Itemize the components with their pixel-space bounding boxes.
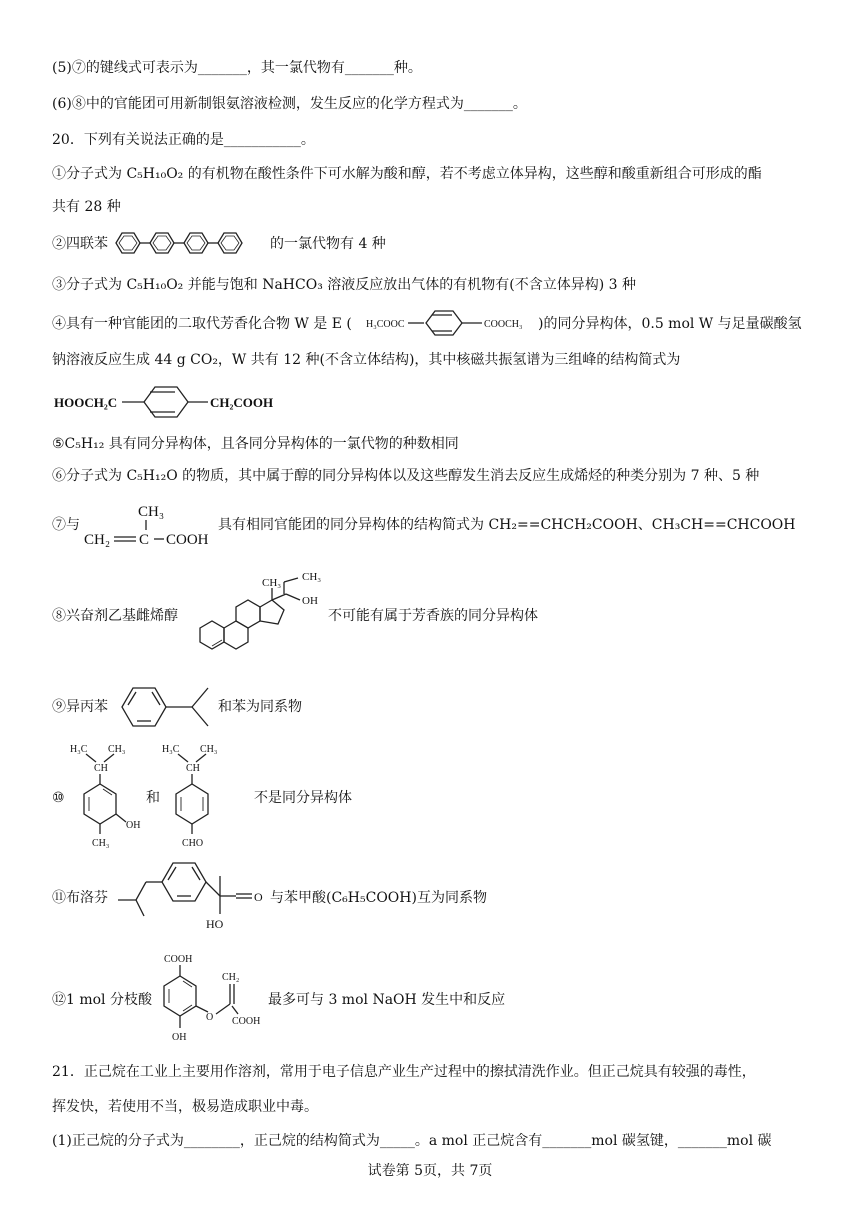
item-2-text: 的一氯代物有 4 种 — [270, 236, 386, 252]
item-3-line: ③分子式为 C₅H₁₀O₂ 并能与饱和 NaHCO₃ 溶液反应放出气体的有机物有(不含立体异构) 3 种 — [52, 277, 636, 293]
s10b-ch3: CH₃ — [200, 744, 218, 755]
item-10-and: 和 — [146, 790, 160, 806]
q19-5-line: (5)⑦的键线式可表示为_______，其一氯代物有_______种。 — [52, 60, 422, 76]
s10b-ch: CH — [186, 763, 200, 774]
page-footer: 试卷第 5页，共 7页 — [367, 1163, 493, 1179]
s8-oh: OH — [302, 595, 318, 607]
item-5-line: ⑤C₅H₁₂ 具有同分异构体，且各同分异构体的一氯代物的种数相同 — [52, 436, 459, 452]
s10b-cho: CHO — [182, 838, 204, 849]
s10a-ch3: CH₃ — [108, 744, 126, 755]
aldehyde-structure — [160, 740, 250, 850]
s10a-oh: OH — [126, 820, 141, 831]
w-structure — [52, 386, 292, 420]
item-11-text: 与苯甲酸(C₆H₅COOH)互为同系物 — [270, 890, 487, 906]
item-7-label: ⑦与 — [52, 517, 80, 533]
item-12-text: 最多可与 3 mol NaOH 发生中和反应 — [268, 992, 506, 1008]
item-8-label: ⑧兴奋剂乙基雌烯醇 — [52, 608, 178, 624]
methacrylic-acid-structure — [84, 500, 218, 552]
q20-title: 20．下列有关说法正确的是___________。 — [52, 132, 315, 148]
s7-cooh: COOH — [166, 532, 209, 548]
ethylestrenol-structure — [186, 566, 334, 666]
carvacrol-like-structure — [68, 740, 158, 850]
q21-1-line: (1)正己烷的分子式为________，正己烷的结构简式为_____。a mol 正己烷含有_______mol 碳氢键，_______mol 碳 — [52, 1133, 772, 1149]
s11-ho: HO — [206, 917, 224, 931]
item-10-text: 不是同分异构体 — [254, 790, 352, 806]
s12-cooh2: COOH — [232, 1016, 261, 1027]
w-left-group: HOOCH₂C — [54, 395, 118, 410]
item-9-label: ⑨异丙苯 — [52, 699, 108, 715]
s8-ch3b: CH₃ — [302, 571, 322, 583]
q21-line-b: 挥发快，若使用不当，极易造成职业中毒。 — [52, 1099, 318, 1115]
s11-o: O — [254, 890, 263, 904]
ibuprofen-structure — [116, 856, 272, 932]
w-right-group: CH₂COOH — [210, 395, 274, 410]
item-6-line: ⑥分子式为 C₅H₁₂O 的物质，其中属于醇的同分异构体以及这些醇发生消去反应生成烯烃的种类分别为 7 种、5 种 — [52, 468, 760, 484]
chorismic-acid-structure — [160, 950, 270, 1046]
s12-ch2: CH₂ — [222, 972, 240, 983]
item-11-label: ⑪布洛芬 — [52, 890, 108, 906]
item-8-text: 不可能有属于芳香族的同分异构体 — [328, 608, 538, 624]
s10a-ch3b: CH₃ — [92, 838, 110, 849]
q19-6-line: (6)⑧中的官能团可用新制银氨溶液检测，发生反应的化学方程式为_______。 — [52, 96, 527, 112]
cumene-structure — [114, 680, 218, 736]
e-right-group: COOCH₃ — [484, 319, 523, 330]
item-10-label: ⑩ — [52, 790, 65, 806]
s10a-h3c: H₃C — [70, 744, 88, 755]
s7-c: C — [139, 532, 150, 548]
s7-ch3: CH₃ — [138, 504, 165, 520]
s8-ch3a: CH₃ — [262, 577, 282, 589]
item-4-line-a: ④具有一种官能团的二取代芳香化合物 W 是 E ( — [52, 316, 352, 332]
item-4-line-c: 钠溶液反应生成 44 g CO₂，W 共有 12 种(不含立体结构)，其中核磁共振氢谱为三组峰的结构简式为 — [52, 352, 681, 368]
quaterphenyl-structure — [114, 228, 270, 258]
item-4-line-b: )的同分异构体，0.5 mol W 与足量碳酸氢 — [538, 316, 802, 332]
item-9-text: 和苯为同系物 — [218, 699, 302, 715]
item-7-text: 具有相同官能团的同分异构体的结构简式为 CH₂==CHCH₂COOH、CH₃CH==CHCOOH — [218, 517, 796, 533]
compound-e-structure — [366, 308, 538, 338]
e-left-group: H₃COOC — [366, 319, 405, 330]
item-1-line-a: ①分子式为 C₅H₁₀O₂ 的有机物在酸性条件下可水解为酸和醇，若不考虑立体异构，这些醇和酸重新组合可形成的酯 — [52, 166, 762, 182]
item-1-line-b: 共有 28 种 — [52, 199, 121, 215]
s7-ch2: CH₂ — [84, 532, 111, 548]
item-2-label: ②四联苯 — [52, 236, 108, 252]
s10a-ch: CH — [94, 763, 108, 774]
q21-line-a: 21．正己烷在工业上主要用作溶剂，常用于电子信息产业生产过程中的擦拭清洗作业。但正己烷具有较强的毒性， — [52, 1064, 756, 1080]
s12-oh: OH — [172, 1032, 187, 1043]
s10b-h3c: H₃C — [162, 744, 180, 755]
s12-cooh: COOH — [164, 954, 193, 965]
s12-o: O — [206, 1012, 214, 1023]
item-12-label: ⑫1 mol 分枝酸 — [52, 992, 152, 1008]
